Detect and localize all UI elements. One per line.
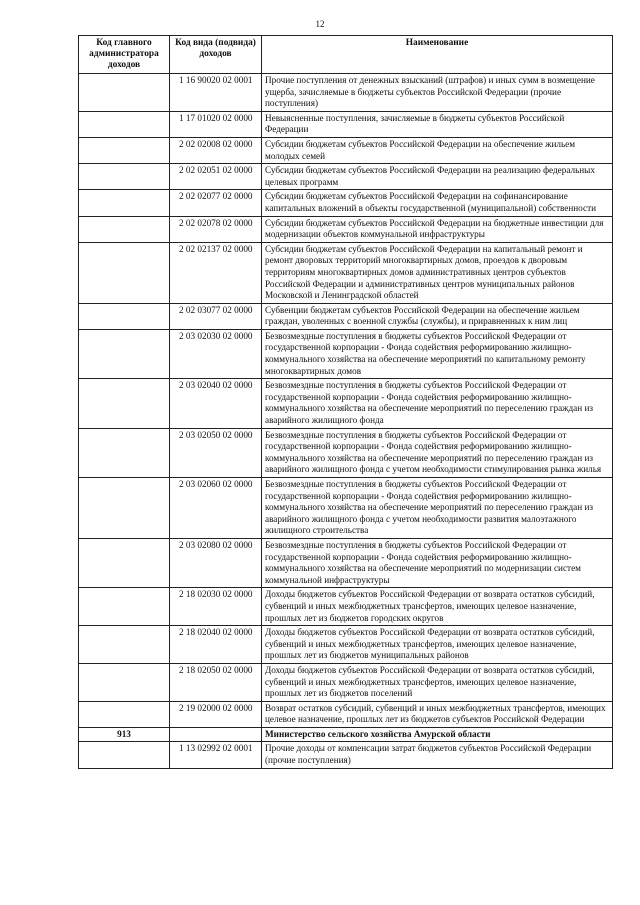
table-row <box>79 626 613 664</box>
cell-income-code: 2 02 02137 02 0000 <box>170 242 262 303</box>
cell-admin-code <box>79 242 170 303</box>
cell-admin-code <box>79 538 170 587</box>
cell-income-code: 1 17 01020 02 0000 <box>170 111 262 137</box>
cell-income-code: 2 02 02078 02 0000 <box>170 216 262 242</box>
cell-income-code: 2 03 02060 02 0000 <box>170 478 262 539</box>
table-row <box>79 478 613 539</box>
table-row <box>79 137 613 163</box>
cell-name: Доходы бюджетов субъектов Российской Федерации от возврата остатков субсидий, субвенций и иных межбюджетных трансфертов, имеющих целевое назначение, прошлых лет из бюджетов поселений <box>262 663 613 701</box>
cell-admin-code <box>79 111 170 137</box>
cell-name: Министерство сельского хозяйства Амурской области <box>262 727 613 742</box>
table-row <box>79 538 613 587</box>
cell-name: Субсидии бюджетам субъектов Российской Федерации на бюджетные инвестиции для модернизации объектов коммунальной инфраструктуры <box>262 216 613 242</box>
table-row <box>79 329 613 378</box>
cell-income-code: 2 03 02040 02 0000 <box>170 379 262 428</box>
cell-name: Безвозмездные поступления в бюджеты субъектов Российской Федерации от государственной корпорации - Фонда содействия реформированию жилищно-коммунального хозяйства на обеспечение мероприятий по переселению граждан из аварийного жилищного фонда с учетом необходимости развития малоэтажного жилищного строительства <box>262 478 613 539</box>
income-codes-table <box>78 35 613 769</box>
cell-name: Безвозмездные поступления в бюджеты субъектов Российской Федерации от государственной корпорации - Фонда содействия реформированию жилищно-коммунального хозяйства на обеспечение мероприятий по переселению граждан из аварийного жилищного фонда <box>262 379 613 428</box>
table-row <box>79 190 613 216</box>
table-header-row <box>79 36 613 74</box>
cell-income-code: 2 02 02051 02 0000 <box>170 164 262 190</box>
header-income-type-code: Код вида (подвида) доходов <box>170 36 262 74</box>
cell-admin-code <box>79 379 170 428</box>
table-row <box>79 727 613 742</box>
cell-income-code: 2 03 02030 02 0000 <box>170 329 262 378</box>
cell-name: Возврат остатков субсидий, субвенций и иных межбюджетных трансфертов, имеющих целевое назначение, прошлых лет из бюджетов субъектов Российской Федерации <box>262 701 613 727</box>
cell-admin-code <box>79 329 170 378</box>
cell-name: Безвозмездные поступления в бюджеты субъектов Российской Федерации от государственной корпорации - Фонда содействия реформированию жилищно-коммунального хозяйства на обеспечение мероприятий по переселению граждан из аварийного жилищного фонда с учетом необходимости стимулирования рынка жилья <box>262 428 613 477</box>
header-admin-code: Код главного администратора доходов <box>79 36 170 74</box>
cell-name: Доходы бюджетов субъектов Российской Федерации от возврата остатков субсидий, субвенций и иных межбюджетных трансфертов, имеющих целевое назначение, прошлых лет из бюджетов муниципальных районов <box>262 626 613 664</box>
cell-name: Прочие доходы от компенсации затрат бюджетов субъектов Российской Федерации (прочие поступления) <box>262 742 613 768</box>
cell-income-code: 2 03 02050 02 0000 <box>170 428 262 477</box>
cell-income-code: 2 18 02050 02 0000 <box>170 663 262 701</box>
cell-income-code: 2 02 02077 02 0000 <box>170 190 262 216</box>
cell-admin-code <box>79 303 170 329</box>
cell-income-code: 2 18 02030 02 0000 <box>170 588 262 626</box>
cell-admin-code <box>79 216 170 242</box>
cell-admin-code <box>79 701 170 727</box>
cell-income-code: 2 03 02080 02 0000 <box>170 538 262 587</box>
cell-name: Субвенции бюджетам субъектов Российской Федерации на обеспечение жильем граждан, уволенных с военной службы (службы), и приравненных к ним лиц <box>262 303 613 329</box>
table-row <box>79 588 613 626</box>
page-number: 12 <box>315 19 325 29</box>
table-row <box>79 242 613 303</box>
table-row <box>79 663 613 701</box>
cell-name: Субсидии бюджетам субъектов Российской Федерации на реализацию федеральных целевых программ <box>262 164 613 190</box>
cell-income-code: 1 16 90020 02 0001 <box>170 74 262 112</box>
cell-name: Субсидии бюджетам субъектов Российской Федерации на софинансирование капитальных вложений в объекты государственной (муниципальной) собственности <box>262 190 613 216</box>
cell-name: Безвозмездные поступления в бюджеты субъектов Российской Федерации от государственной корпорации - Фонда содействия реформированию жилищно-коммунального хозяйства на обеспечение мероприятий по модернизации систем коммунальной инфраструктуры <box>262 538 613 587</box>
cell-income-code: 2 19 02000 02 0000 <box>170 701 262 727</box>
table-row <box>79 742 613 768</box>
table-body <box>79 74 613 769</box>
cell-admin-code <box>79 588 170 626</box>
table-row <box>79 428 613 477</box>
cell-admin-code <box>79 137 170 163</box>
cell-name: Доходы бюджетов субъектов Российской Федерации от возврата остатков субсидий, субвенций и иных межбюджетных трансфертов, имеющих целевое назначение, прошлых лет из бюджетов городских округов <box>262 588 613 626</box>
cell-admin-code <box>79 428 170 477</box>
cell-name: Субсидии бюджетам субъектов Российской Федерации на обеспечение жильем молодых семей <box>262 137 613 163</box>
cell-name: Невыясненные поступления, зачисляемые в бюджеты субъектов Российской Федерации <box>262 111 613 137</box>
table-row <box>79 379 613 428</box>
table-row <box>79 701 613 727</box>
cell-admin-code <box>79 663 170 701</box>
cell-admin-code <box>79 190 170 216</box>
cell-name: Субсидии бюджетам субъектов Российской Федерации на капитальный ремонт и ремонт дворовых территорий многоквартирных домов, проездов к дворовым территориям многоквартирных домов административных центров субъектов Российской Федерации и административных центров муниципальных районов Московской и Ленинградской областей <box>262 242 613 303</box>
header-name: Наименование <box>262 36 613 74</box>
table-row <box>79 164 613 190</box>
cell-name: Прочие поступления от денежных взысканий (штрафов) и иных сумм в возмещение ущерба, зачисляемые в бюджеты субъектов Российской Федерации (прочие поступления) <box>262 74 613 112</box>
cell-income-code <box>170 727 262 742</box>
table-row <box>79 303 613 329</box>
cell-income-code: 2 02 02008 02 0000 <box>170 137 262 163</box>
cell-income-code: 1 13 02992 02 0001 <box>170 742 262 768</box>
table-row <box>79 111 613 137</box>
cell-income-code: 2 02 03077 02 0000 <box>170 303 262 329</box>
cell-admin-code <box>79 478 170 539</box>
cell-income-code: 2 18 02040 02 0000 <box>170 626 262 664</box>
table-row <box>79 216 613 242</box>
cell-admin-code <box>79 74 170 112</box>
cell-admin-code: 913 <box>79 727 170 742</box>
table-row <box>79 74 613 112</box>
cell-admin-code <box>79 164 170 190</box>
cell-admin-code <box>79 742 170 768</box>
cell-admin-code <box>79 626 170 664</box>
cell-name: Безвозмездные поступления в бюджеты субъектов Российской Федерации от государственной корпорации - Фонда содействия реформированию жилищно-коммунального хозяйства на обеспечение мероприятий по капитальному ремонту многоквартирных домов <box>262 329 613 378</box>
